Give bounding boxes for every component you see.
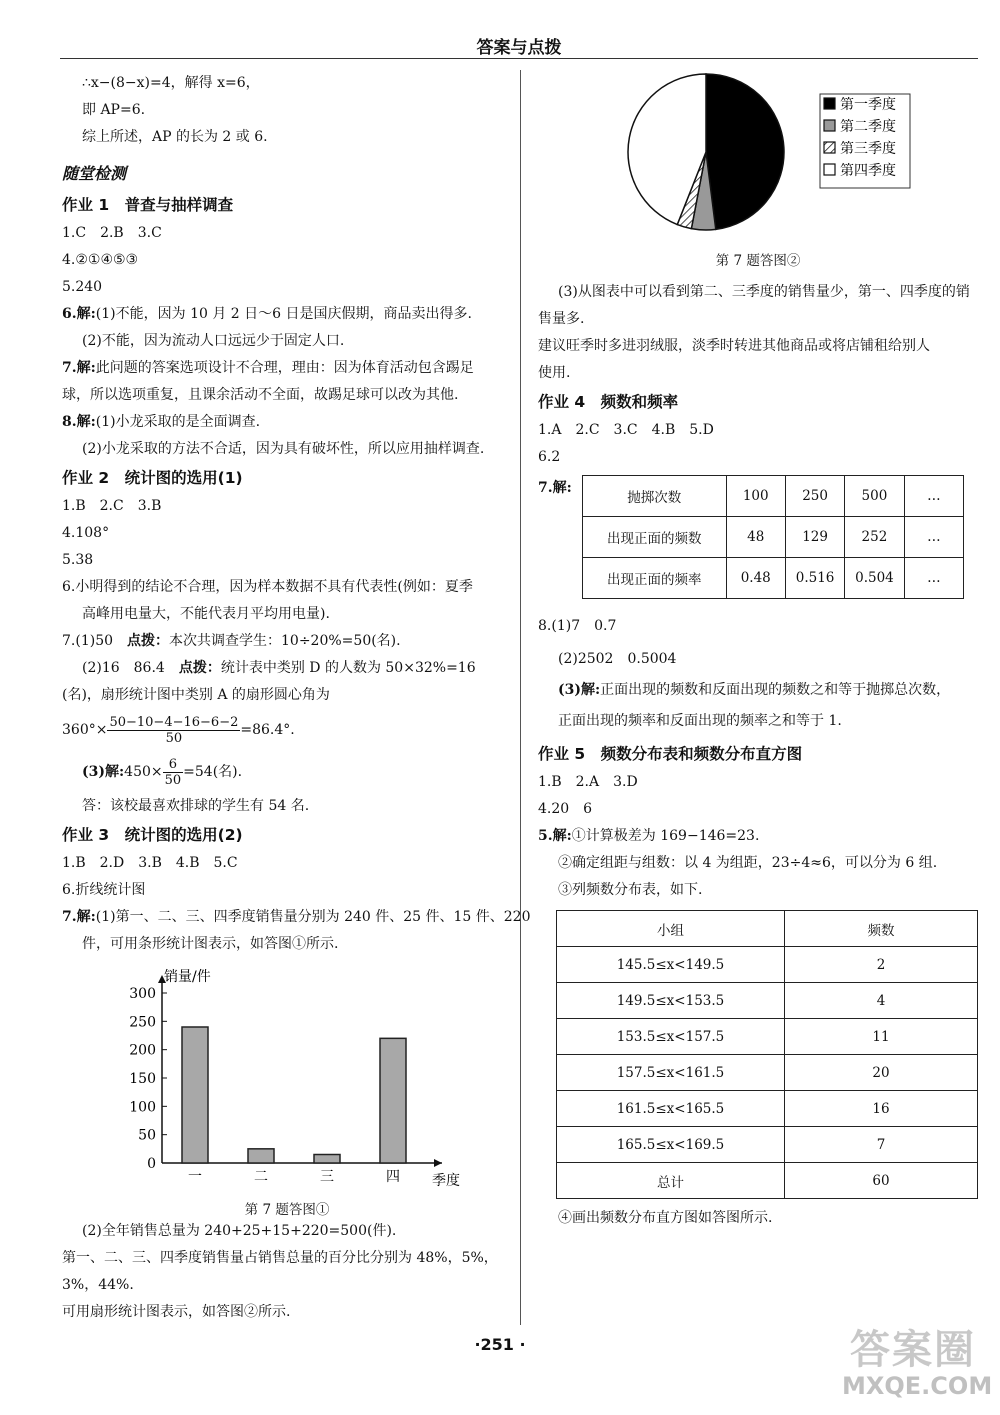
page-number: ·251 · — [474, 1335, 526, 1354]
pie-slice — [706, 74, 784, 229]
table-header-cell: 频数 — [785, 911, 978, 947]
hw3-q7-text: (1)第一、二、三、四季度销售量分别为 240 件、25 件、15 件、220 — [95, 909, 531, 925]
legend-label: 第四季度 — [840, 163, 896, 179]
watermark-text: 答案圈 — [850, 1327, 976, 1373]
table-cell: 500 — [845, 476, 904, 517]
legend-label: 第一季度 — [840, 97, 896, 113]
table-row — [557, 1091, 978, 1127]
hw2-q7-2-answer: (2)16 86.4 — [82, 660, 179, 676]
table-cell: 149.5≤x<153.5 — [557, 983, 785, 1019]
hw2-q7-1-answer: 7.(1)50 — [62, 633, 128, 649]
bar-chart-caption: 第 7 题答图① — [244, 1202, 330, 1218]
formula-denominator: 50 — [165, 730, 183, 746]
hw4-q7-label: 7.解: — [538, 480, 572, 496]
hw2-q7-1 — [62, 628, 512, 655]
y-axis-label: 销量/件 — [164, 969, 211, 985]
hw4-q8-1: 8.(1)7 0.7 — [538, 618, 617, 634]
table-cell: … — [904, 517, 963, 558]
hw2-q7-2 — [62, 655, 512, 682]
intro-line-2: 即 AP=6. — [82, 102, 146, 118]
y-tick-label: 150 — [129, 1071, 156, 1087]
hw1-q8-line-1 — [62, 409, 512, 436]
hw4-q7 — [538, 475, 978, 599]
table-cell: 16 — [785, 1091, 978, 1127]
table-cell: 20 — [785, 1055, 978, 1091]
legend-label: 第二季度 — [840, 119, 896, 135]
watermark-logo — [840, 1310, 993, 1410]
table-cell: 0.504 — [845, 558, 904, 599]
hw1-q6-line-1 — [62, 301, 512, 328]
table-cell: 165.5≤x<169.5 — [557, 1127, 785, 1163]
hw3-q7-2c: 3%，44%. — [62, 1277, 134, 1293]
x-axis-arrow — [434, 1159, 442, 1167]
hw1-q8-text: (1)小龙采取的是全面调查. — [95, 414, 261, 430]
frequency-distribution-table — [556, 910, 978, 1199]
x-tick-label: 三 — [320, 1169, 334, 1185]
table-cell: 抛掷次数 — [583, 476, 727, 517]
hw1-answers-1: 1.C 2.B 3.C — [62, 225, 162, 241]
formula2-numerator: 6 — [163, 757, 184, 773]
x-tick-label: 一 — [188, 1169, 202, 1185]
hw5-q5-line-4: ④画出频数分布直方图如答图所示. — [558, 1210, 773, 1226]
hw2-q7-3 — [62, 751, 512, 793]
y-tick-label: 200 — [129, 1042, 156, 1059]
page-header — [60, 30, 978, 59]
pie-chart-caption: 第 7 题答图② — [715, 253, 801, 269]
hw2-q7-1-hint: 点拨： — [127, 633, 170, 649]
hw1-title: 作业 1 普查与抽样调查 — [62, 196, 234, 214]
table-cell: 252 — [845, 517, 904, 558]
table-row — [557, 947, 978, 983]
table-cell: 4 — [785, 983, 978, 1019]
hw4-answers-1: 1.A 2.C 3.C 4.B 5.D — [538, 422, 714, 438]
table-header-cell: 小组 — [557, 911, 785, 947]
hw2-q6-line-1: 6.小明得到的结论不合理，因为样本数据不具有代表性(例如：夏季 — [62, 579, 473, 595]
hw2-q7-2-formula — [62, 709, 512, 751]
hw1-q7-text: 此问题的答案选项设计不合理，理由：因为体育活动包含踢足 — [95, 360, 474, 376]
y-tick-label: 300 — [129, 986, 156, 1002]
formula2-suffix: =54(名). — [183, 764, 243, 780]
formula2-denominator: 50 — [164, 772, 182, 788]
bar — [380, 1038, 406, 1163]
formula2-fraction — [163, 757, 184, 788]
hw2-q6-line-2: 高峰用电量大，不能代表月平均用电量). — [82, 606, 330, 622]
hw1-q6-label: 6.解: — [62, 306, 96, 322]
x-tick-label: 四 — [386, 1169, 400, 1185]
hw1-q8-line-2: (2)小龙采取的方法不合适，因为具有破坏性，所以应用抽样调查. — [82, 441, 485, 457]
table-cell: 11 — [785, 1019, 978, 1055]
pie-chart — [538, 70, 978, 245]
table-row — [557, 1055, 978, 1091]
hw1-answers-5: 5.240 — [62, 279, 103, 295]
bar-chart — [62, 958, 512, 1198]
y-tick-label: 0 — [147, 1156, 156, 1172]
hw1-q8-label: 8.解: — [62, 414, 96, 430]
hw1-q7-label: 7.解: — [62, 360, 96, 376]
table-cell: … — [904, 476, 963, 517]
table-cell: 60 — [785, 1163, 978, 1199]
table-cell: 总计 — [557, 1163, 785, 1199]
table-row — [583, 517, 964, 558]
hw5-answers-4: 4.20 6 — [538, 801, 593, 817]
y-tick-label: 50 — [138, 1127, 156, 1144]
table-cell: 出现正面的频率 — [583, 558, 727, 599]
hw2-answers-1: 1.B 2.C 3.B — [62, 498, 162, 514]
header-title: 答案与点拨 — [476, 38, 562, 58]
table-cell: 157.5≤x<161.5 — [557, 1055, 785, 1091]
table-cell: 0.48 — [726, 558, 785, 599]
hw2-q7-1-rest: 本次共调查学生：10÷20%=50(名). — [169, 633, 401, 649]
hw2-q7-2-hint: 点拨： — [178, 660, 221, 676]
watermark-url: MXQE.COM — [842, 1372, 993, 1400]
legend-swatch — [824, 164, 835, 175]
legend-swatch — [824, 120, 835, 131]
hw5-q5-line-1 — [538, 823, 978, 850]
table-row — [557, 1019, 978, 1055]
bar — [248, 1149, 274, 1163]
formula2-prefix: 450× — [124, 764, 163, 780]
hw3-q7-line-2: 件，可用条形统计图表示，如答图①所示. — [82, 936, 339, 952]
q7-3-line-3: 建议旺季时多进羽绒服，淡季时转进其他商品或将店铺租给别人 — [538, 338, 930, 354]
hw3-answers-6: 6.折线统计图 — [62, 882, 146, 898]
table-cell: 48 — [726, 517, 785, 558]
hw2-title: 作业 2 统计图的选用(1) — [62, 469, 243, 487]
hw1-q6-text: (1)不能，因为 10 月 2 日～6 日是国庆假期，商品卖出得多. — [95, 306, 472, 322]
x-tick-label: 二 — [254, 1169, 268, 1185]
table-row — [583, 476, 964, 517]
table-cell: … — [904, 558, 963, 599]
hw3-q7-line-1 — [62, 904, 531, 931]
hw5-q5-line-2: ②确定组距与组数：以 4 为组距，23÷4≈6，可以分为 6 组. — [558, 855, 938, 871]
hw5-answers-1: 1.B 2.A 3.D — [538, 774, 638, 790]
table-cell: 出现正面的频数 — [583, 517, 727, 558]
table-cell: 7 — [785, 1127, 978, 1163]
table-row — [557, 983, 978, 1019]
x-axis-label: 季度 — [432, 1173, 460, 1189]
table-row — [557, 1127, 978, 1163]
legend-swatch — [824, 98, 835, 109]
intro-line-1: ∴x−(8−x)=4，解得 x=6， — [82, 75, 260, 91]
hw3-answers-1: 1.B 2.D 3.B 4.B 5.C — [62, 855, 238, 871]
hw1-q7-line-1 — [62, 355, 512, 382]
table-cell: 161.5≤x<165.5 — [557, 1091, 785, 1127]
formula-fraction — [107, 715, 240, 746]
hw2-q7-3-label: (3)解: — [82, 764, 125, 780]
hw3-q7-2d: 可用扇形统计图表示，如答图②所示. — [62, 1304, 291, 1320]
column-divider — [520, 70, 521, 1325]
q7-3-line-2: 售量多. — [538, 311, 585, 327]
legend-swatch — [824, 142, 835, 153]
hw5-q5-line-3: ③列频数分布表，如下. — [558, 882, 703, 898]
hw4-q8-3 — [538, 677, 978, 704]
q7-3-line-4: 使用. — [538, 365, 571, 381]
hw4-q8-3-label: (3)解: — [558, 682, 601, 698]
table-cell: 0.516 — [785, 558, 844, 599]
hw5-q5-text: ①计算极差为 169−146=23. — [571, 828, 760, 844]
hw2-q7-answer: 答：该校最喜欢排球的学生有 54 名. — [82, 798, 310, 814]
y-tick-label: 250 — [129, 1014, 156, 1031]
hw2-answers-4: 4.108° — [62, 525, 110, 541]
formula-suffix: =86.4°. — [240, 722, 295, 738]
hw4-title: 作业 4 频数和频率 — [538, 393, 679, 411]
hw3-q7-2b: 第一、二、三、四季度销售量占销售总量的百分比分别为 48%，5%， — [62, 1250, 498, 1266]
table-cell: 153.5≤x<157.5 — [557, 1019, 785, 1055]
q7-3-line-1: (3)从图表中可以看到第二、三季度的销售量少，第一、四季度的销 — [558, 284, 970, 300]
table-header-row — [557, 911, 978, 947]
table-cell: 2 — [785, 947, 978, 983]
table-cell: 100 — [726, 476, 785, 517]
hw4-q8-2: (2)2502 0.5004 — [558, 651, 677, 667]
bar — [182, 1027, 208, 1163]
hw5-title: 作业 5 频数分布表和频数分布直方图 — [538, 745, 803, 763]
hw4-q8-3b: 正面出现的频率和反面出现的频率之和等于 1. — [558, 713, 842, 729]
table-cell: 145.5≤x<149.5 — [557, 947, 785, 983]
y-tick-label: 100 — [129, 1099, 156, 1116]
hw1-q6-line-2: (2)不能，因为流动人口远远少于固定人口. — [82, 333, 345, 349]
table-row — [583, 558, 964, 599]
formula-prefix: 360°× — [62, 722, 108, 738]
legend-label: 第三季度 — [840, 141, 896, 157]
hw1-answers-4: 4.②①④⑤③ — [62, 252, 139, 268]
hw2-answers-5: 5.38 — [62, 552, 94, 568]
intro-line-3: 综上所述，AP 的长为 2 或 6. — [82, 129, 268, 145]
frequency-table — [582, 475, 964, 599]
hw3-q7-label: 7.解: — [62, 909, 96, 925]
section-title: 随堂检测 — [62, 164, 127, 183]
right-column — [538, 70, 978, 1232]
hw3-q7-2: (2)全年销售总量为 240+25+15+220=500(件). — [82, 1223, 397, 1239]
formula-numerator: 50−10−4−16−6−2 — [109, 714, 239, 730]
hw4-answers-6: 6.2 — [538, 449, 561, 465]
hw4-q8-3-text: 正面出现的频数和反面出现的频数之和等于抛掷总次数， — [600, 682, 951, 698]
table-cell: 250 — [785, 476, 844, 517]
hw2-q7-2b: (名)，扇形统计图中类别 A 的扇形圆心角为 — [62, 687, 330, 703]
left-column — [62, 70, 531, 1326]
table-row — [557, 1163, 978, 1199]
table-cell: 129 — [785, 517, 844, 558]
bar — [314, 1155, 340, 1164]
hw5-q5-label: 5.解: — [538, 828, 572, 844]
hw1-q7-line-2: 球，所以选项重复，且课余活动不全面，故踢足球可以改为其他. — [62, 387, 459, 403]
hw3-title: 作业 3 统计图的选用(2) — [62, 826, 243, 844]
hw2-q7-2-rest: 统计表中类别 D 的人数为 50×32%=16 — [220, 660, 476, 676]
